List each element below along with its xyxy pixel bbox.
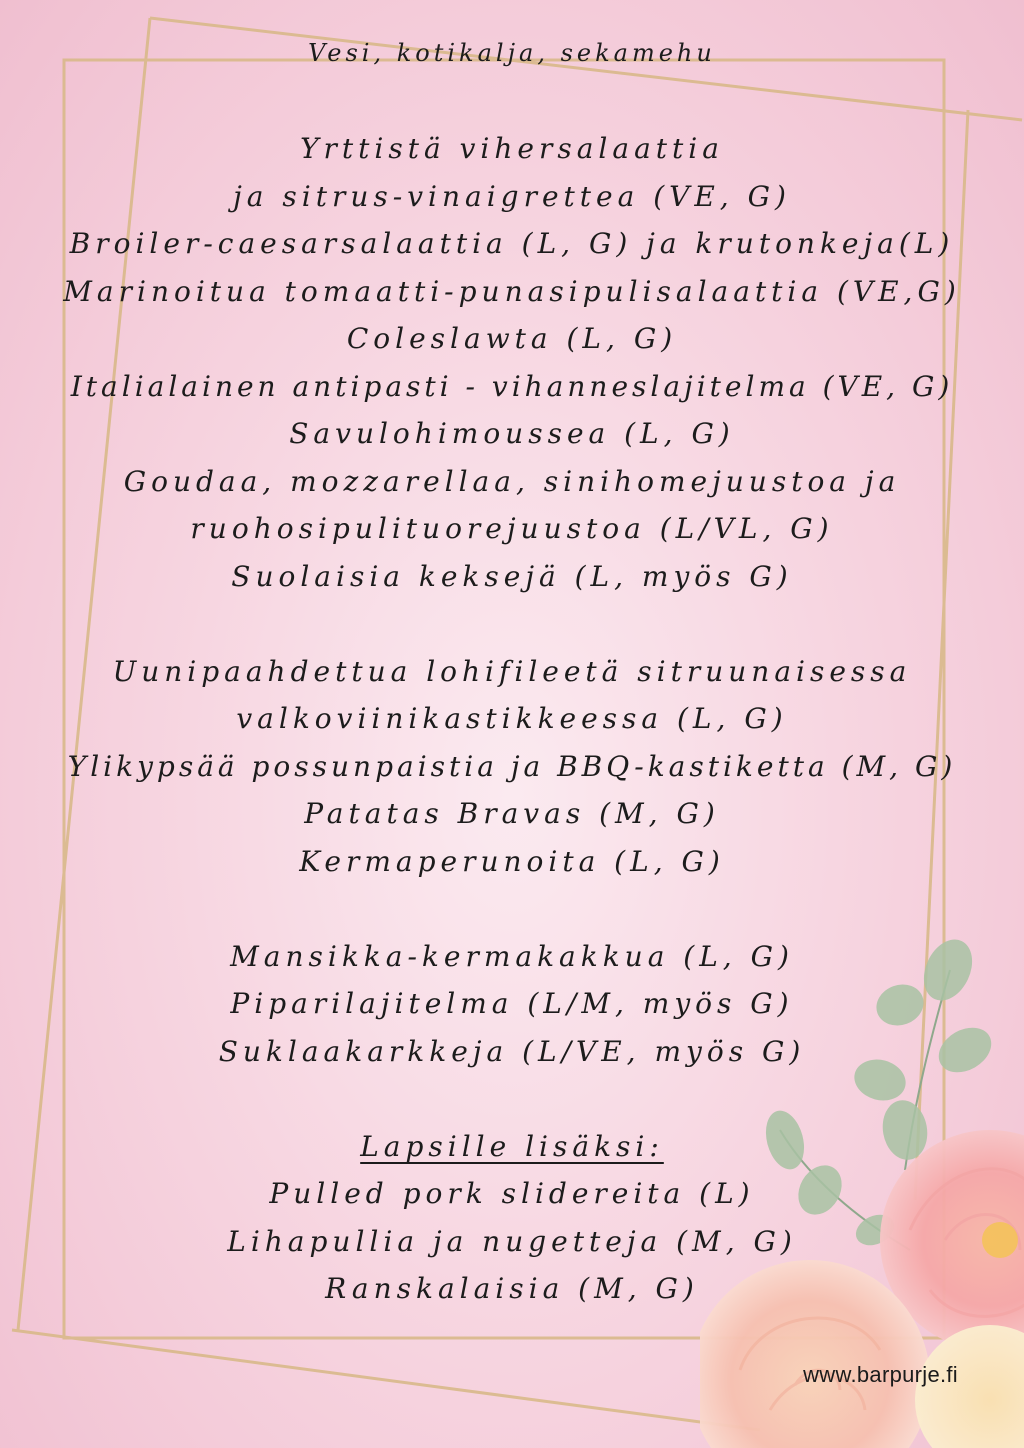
main-item: Ylikypsää possunpaistia ja BBQ-kastiketta (M, G) (67, 749, 957, 783)
starter-item: Italialainen antipasti - vihanneslajitelma (VE, G) (70, 369, 954, 403)
kids-heading: Lapsille lisäksi: (360, 1129, 664, 1163)
main-item: Kermaperunoita (L, G) (299, 844, 725, 878)
website-url: www.barpurje.fi (803, 1362, 958, 1387)
starter-item: ja sitrus-vinaigrettea (VE, G) (233, 179, 791, 213)
starter-item: Marinoitua tomaatti-punasipulisalaattia (VE,G) (63, 274, 961, 308)
kids-item: Lihapullia ja nugetteja (M, G) (227, 1224, 797, 1258)
main-item: Uunipaahdettua lohifileetä sitruunaisessa (112, 654, 912, 688)
starter-item: Broiler-caesarsalaattia (L, G) ja krutonkeja(L) (69, 227, 955, 260)
dessert-item: Suklaakarkkeja (L/VE, myös G) (218, 1034, 806, 1068)
dessert-item: Piparilajitelma (L/M, myös G) (230, 987, 794, 1020)
main-item: Patatas Bravas (M, G) (304, 797, 720, 830)
starter-item: ruohosipulituorejuustoa (L/VL, G) (190, 512, 834, 545)
main-item: valkoviinikastikkeessa (L, G) (236, 702, 788, 735)
drinks-line: Vesi, kotikalja, sekamehu (308, 39, 716, 67)
starter-item: Yrttistä vihersalaattia (300, 132, 724, 165)
starter-item: Savulohimoussea (L, G) (289, 417, 735, 450)
dessert-item: Mansikka-kermakakkua (L, G) (230, 939, 794, 973)
kids-item: Pulled pork slidereita (L) (269, 1177, 755, 1210)
starter-item: Goudaa, mozzarellaa, sinihomejuustoa ja (123, 464, 901, 498)
starter-item: Coleslawta (L, G) (346, 322, 678, 355)
menu-text (0, 30, 1024, 1313)
starter-item: Suolaisia keksejä (L, myös G) (231, 559, 793, 593)
kids-item: Ranskalaisia (M, G) (325, 1272, 699, 1305)
